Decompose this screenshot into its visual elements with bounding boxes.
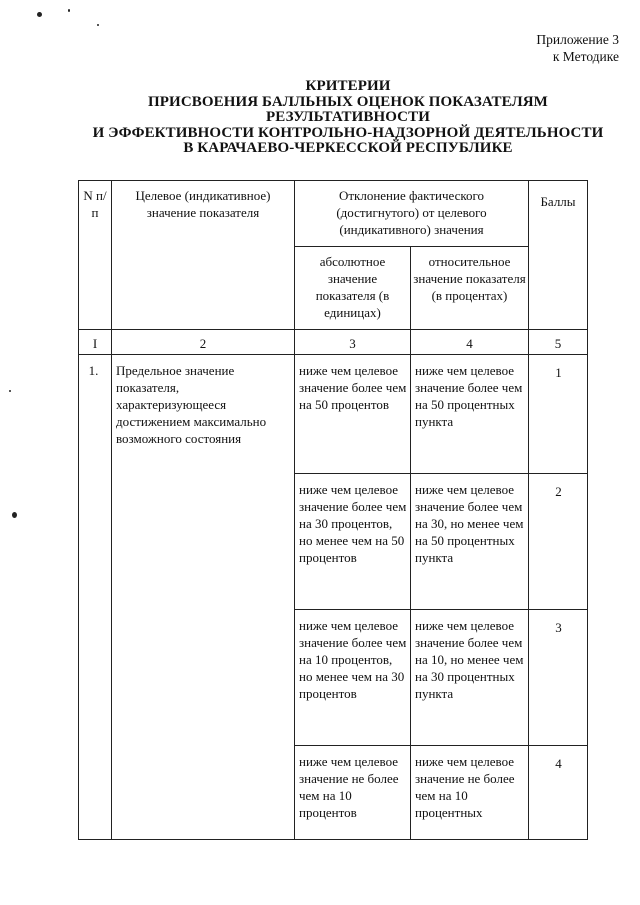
- column-number: I: [79, 330, 112, 355]
- points-value: 4: [529, 746, 588, 840]
- title-line: В КАРАЧАЕВО-ЧЕРКЕССКОЙ РЕСПУБЛИКЕ: [183, 140, 513, 156]
- header-relative: относительное значение показателя (в процентах): [411, 247, 529, 330]
- appendix-line: Приложение 3: [536, 32, 619, 47]
- relative-criterion: ниже чем целевое значение более чем на 50 процентных пункта: [411, 355, 529, 474]
- title-line: ПРИСВОЕНИЯ БАЛЛЬНЫХ ОЦЕНОК ПОКАЗАТЕЛЯМ: [148, 93, 548, 110]
- title-line: И ЭФФЕКТИВНОСТИ КОНТРОЛЬНО-НАДЗОРНОЙ ДЕЯТЕЛЬНОСТИ: [92, 124, 604, 141]
- scan-speck: [97, 24, 99, 26]
- indicator-description: Предельное значение показателя, характеризующееся достижением максимально возможного состояния: [112, 355, 295, 840]
- column-number: 4: [411, 330, 529, 355]
- appendix-note: [536, 31, 619, 65]
- title-line: РЕЗУЛЬТАТИВНОСТИ: [266, 109, 430, 125]
- column-number: 3: [295, 330, 411, 355]
- header-absolute: абсолютное значение показателя (в единицах): [295, 247, 411, 330]
- scan-speck: [68, 9, 70, 12]
- relative-criterion: ниже чем целевое значение не более чем на 10 процентных: [411, 746, 529, 840]
- absolute-criterion: ниже чем целевое значение более чем на 50 процентов: [295, 355, 411, 474]
- appendix-line: к Методике: [552, 49, 619, 64]
- header-num: N п/п: [79, 181, 112, 330]
- scan-speck: [12, 512, 17, 518]
- document-title: [80, 79, 616, 157]
- points-value: 1: [529, 355, 588, 474]
- header-target-value: Целевое (индикативное) значение показателя: [112, 181, 295, 330]
- relative-criterion: ниже чем целевое значение более чем на 30, но менее чем на 50 процентных пункта: [411, 474, 529, 610]
- absolute-criterion: ниже чем целевое значение более чем на 30 процентов, но менее чем на 50 процентов: [295, 474, 411, 610]
- column-number: 2: [112, 330, 295, 355]
- relative-criterion: ниже чем целевое значение более чем на 10, но менее чем на 30 процентных пункта: [411, 610, 529, 746]
- header-deviation: Отклонение фактического (достигнутого) от целевого (индикативного) значения: [295, 181, 529, 247]
- criteria-row: [79, 355, 588, 474]
- column-number: 5: [529, 330, 588, 355]
- title-line: КРИТЕРИИ: [305, 78, 391, 94]
- header-points: Баллы: [529, 181, 588, 330]
- criteria-table: [78, 180, 588, 840]
- absolute-criterion: ниже чем целевое значение более чем на 10 процентов, но менее чем на 30 процентов: [295, 610, 411, 746]
- points-value: 3: [529, 610, 588, 746]
- absolute-criterion: ниже чем целевое значение не более чем на 10 процентов: [295, 746, 411, 840]
- column-number-row: [79, 330, 588, 355]
- row-number: 1.: [79, 355, 112, 840]
- points-value: 2: [529, 474, 588, 610]
- scan-speck: [37, 12, 42, 17]
- scan-speck: [9, 390, 11, 392]
- header-row: [79, 181, 588, 247]
